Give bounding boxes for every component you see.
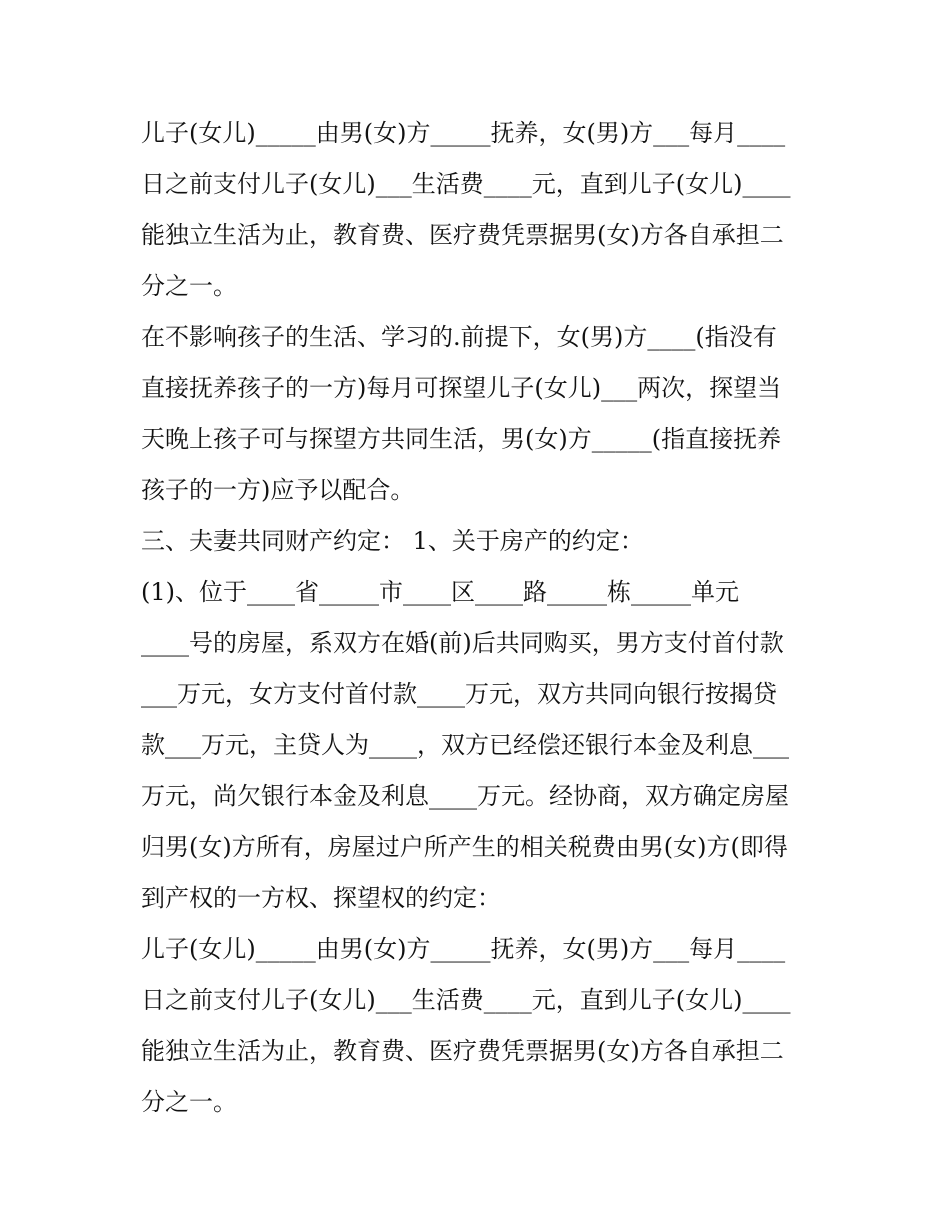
- text-line: ____号的房屋，系双方在婚(前)后共同购买，男方支付首付款: [141, 629, 784, 657]
- text-line: 万元，尚欠银行本金及利息____万元。经协商，双方确定房屋: [141, 782, 789, 810]
- text-line: 款___万元，主贷人为____，双方已经偿还银行本金及利息___: [141, 731, 789, 759]
- text-line: 能独立生活为止，教育费、医疗费凭票据男(女)方各自承担二: [141, 221, 784, 249]
- text-line: 在不影响孩子的生活、学习的.前提下，女(男)方____(指没有: [141, 323, 777, 351]
- text-line: 天晚上孩子可与探望方共同生活，男(女)方_____(指直接抚养: [141, 425, 782, 453]
- document-body: [141, 108, 821, 1128]
- text-line: 儿子(女儿)_____由男(女)方_____抚养，女(男)方___每月____: [141, 119, 786, 147]
- text-line: 分之一。: [141, 1088, 237, 1116]
- text-line: (1)、位于____省_____市____区____路_____栋_____单元: [141, 578, 739, 606]
- text-line: 能独立生活为止，教育费、医疗费凭票据男(女)方各自承担二: [141, 1037, 784, 1065]
- text-line: ___万元，女方支付首付款____万元，双方共同向银行按揭贷: [141, 680, 777, 708]
- section-heading: 三、夫妻共同财产约定： 1、关于房产的约定：: [141, 527, 644, 555]
- text-line: 分之一。: [141, 272, 237, 300]
- text-line: 直接抚养孩子的一方)每月可探望儿子(女儿)___两次，探望当: [141, 374, 782, 402]
- text-line: 孩子的一方)应予以配合。: [141, 476, 415, 504]
- text-line: 归男(女)方所有，房屋过户所产生的相关税费由男(女)方(即得: [141, 833, 788, 861]
- text-line: 日之前支付儿子(女儿)___生活费____元，直到儿子(女儿)____: [141, 986, 791, 1014]
- text-line: 日之前支付儿子(女儿)___生活费____元，直到儿子(女儿)____: [141, 170, 791, 198]
- text-line: 儿子(女儿)_____由男(女)方_____抚养，女(男)方___每月____: [141, 935, 786, 963]
- text-line: 到产权的一方权、探望权的约定：: [141, 884, 501, 912]
